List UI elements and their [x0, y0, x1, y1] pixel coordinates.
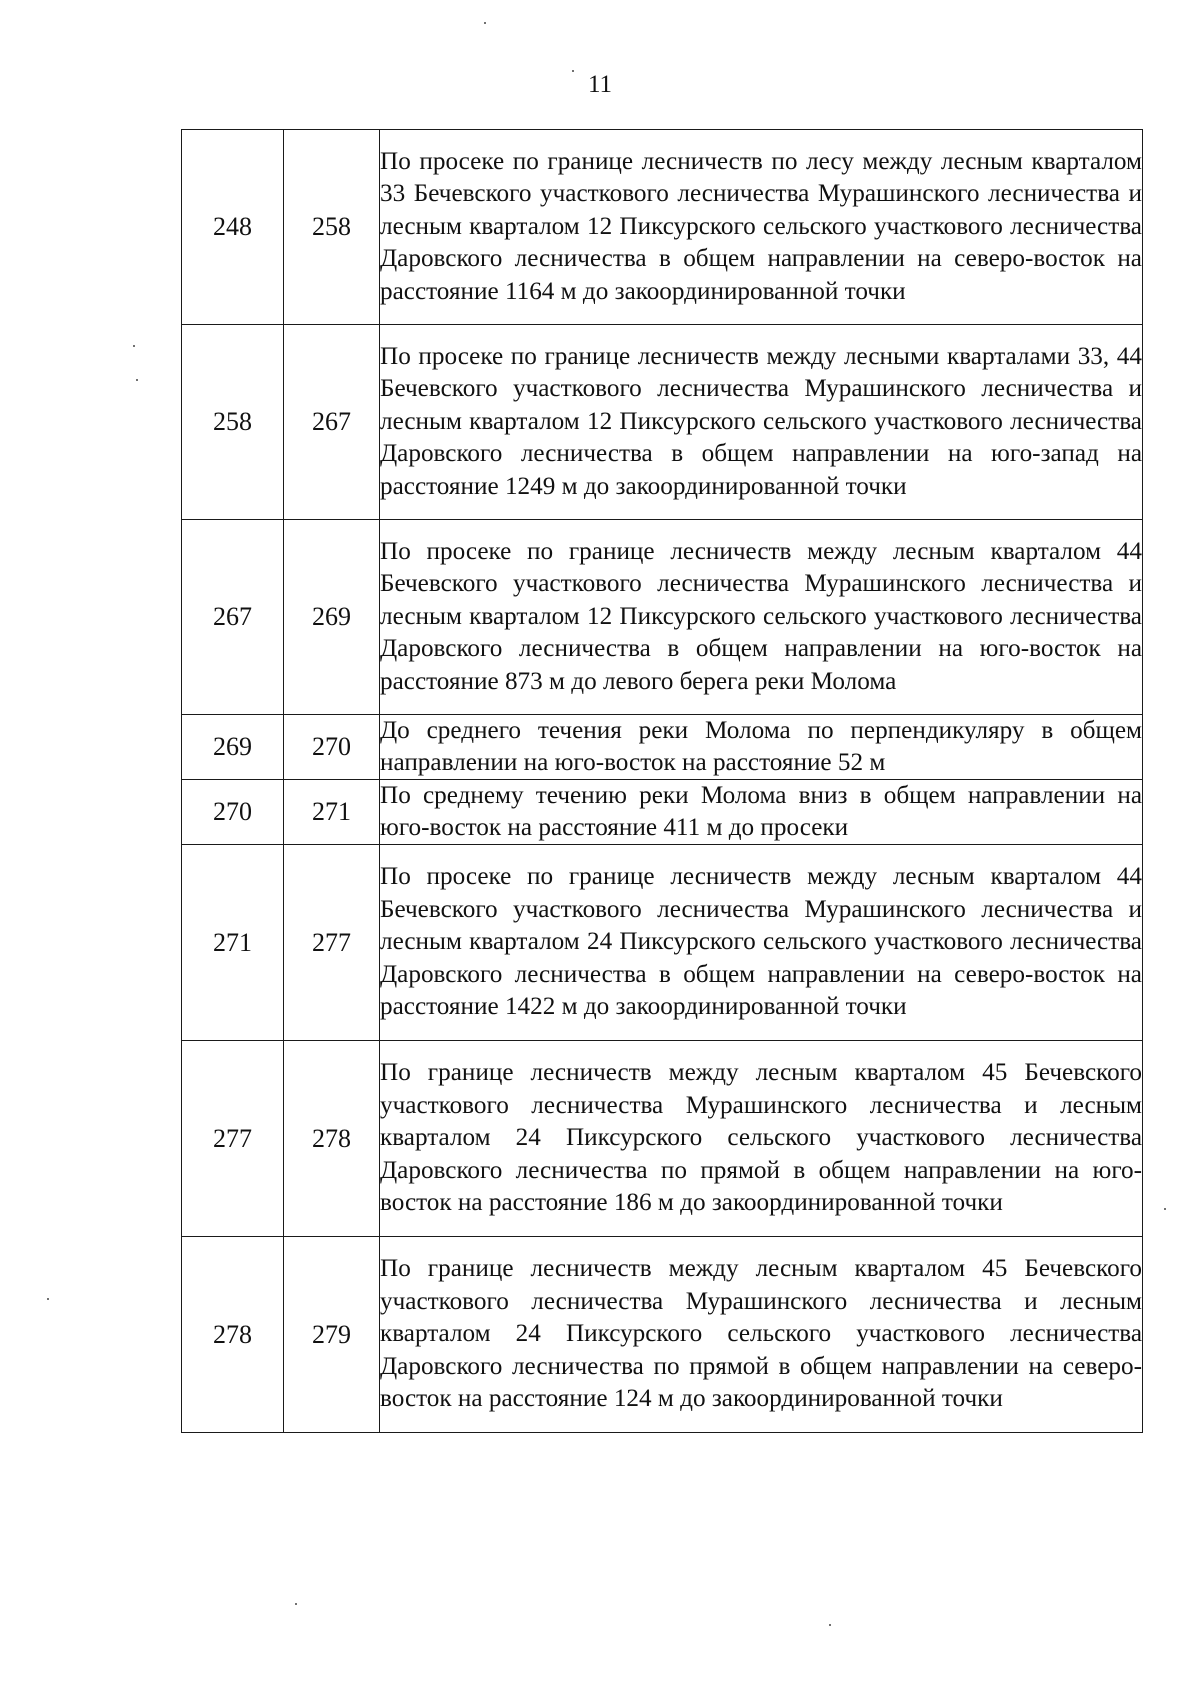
- to-point: 270: [284, 715, 380, 780]
- from-point: 258: [182, 325, 284, 520]
- from-point: 271: [182, 845, 284, 1041]
- table-row: [182, 715, 1143, 780]
- scan-speck: [47, 1298, 49, 1300]
- boundary-description: По границе лесничеств между лесным кварталом 45 Бечевского участкового лесничества Мурашинского лесничества и лесным кварталом 24 Пиксурского сельского участкового лесничества Даровского лесничества по прямой в общем направлении на северо-восток на расстояние 124 м до закоординированной точки: [380, 1237, 1143, 1433]
- table-row: [182, 1237, 1143, 1433]
- table-row: [182, 845, 1143, 1041]
- boundary-description: По просеке по границе лесничеств между лесными кварталами 33, 44 Бечевского участкового лесничества Мурашинского лесничества и лесным кварталом 12 Пиксурского сельского участкового лесничества Даровского лесничества в общем направлении на юго-запад на расстояние 1249 м до закоординированной точки: [380, 325, 1143, 520]
- from-point: 278: [182, 1237, 284, 1433]
- boundary-description: По просеке по границе лесничеств между лесным кварталом 44 Бечевского участкового лесничества Мурашинского лесничества и лесным кварталом 24 Пиксурского сельского участкового лесничества Даровского лесничества в общем направлении на северо-восток на расстояние 1422 м до закоординированной точки: [380, 845, 1143, 1041]
- table-row: [182, 1041, 1143, 1237]
- to-point: 278: [284, 1041, 380, 1237]
- boundary-table: [181, 129, 1143, 1433]
- to-point: 267: [284, 325, 380, 520]
- table-row: [182, 325, 1143, 520]
- to-point: 271: [284, 780, 380, 845]
- scan-speck: [133, 345, 135, 347]
- from-point: 269: [182, 715, 284, 780]
- page-number: 11: [587, 71, 613, 98]
- boundary-description: По границе лесничеств между лесным кварталом 45 Бечевского участкового лесничества Мурашинского лесничества и лесным кварталом 24 Пиксурского сельского участкового лесничества Даровского лесничества по прямой в общем направлении на юго-восток на расстояние 186 м до закоординированной точки: [380, 1041, 1143, 1237]
- scan-speck: [484, 22, 486, 24]
- to-point: 269: [284, 520, 380, 715]
- table-row: [182, 780, 1143, 845]
- scan-speck: [295, 1603, 297, 1605]
- scan-speck: [829, 1624, 831, 1626]
- scan-speck: [1164, 1208, 1166, 1210]
- table-row: [182, 130, 1143, 325]
- boundary-description: По среднему течению реки Молома вниз в общем направлении на юго-восток на расстояние 411 м до просеки: [380, 780, 1143, 845]
- to-point: 258: [284, 130, 380, 325]
- to-point: 277: [284, 845, 380, 1041]
- from-point: 267: [182, 520, 284, 715]
- boundary-description: До среднего течения реки Молома по перпендикуляру в общем направлении на юго-восток на расстояние 52 м: [380, 715, 1143, 780]
- scan-speck: [572, 70, 574, 72]
- boundary-description: По просеке по границе лесничеств между лесным кварталом 44 Бечевского участкового лесничества Мурашинского лесничества и лесным кварталом 12 Пиксурского сельского участкового лесничества Даровского лесничества в общем направлении на юго-восток на расстояние 873 м до левого берега реки Молома: [380, 520, 1143, 715]
- scan-speck: [136, 379, 138, 381]
- to-point: 279: [284, 1237, 380, 1433]
- table-row: [182, 520, 1143, 715]
- from-point: 248: [182, 130, 284, 325]
- from-point: 270: [182, 780, 284, 845]
- boundary-description: По просеке по границе лесничеств по лесу между лесным кварталом 33 Бечевского участкового лесничества Мурашинского лесничества и лесным кварталом 12 Пиксурского сельского участкового лесничества Даровского лесничества в общем направлении на северо-восток на расстояние 1164 м до закоординированной точки: [380, 130, 1143, 325]
- from-point: 277: [182, 1041, 284, 1237]
